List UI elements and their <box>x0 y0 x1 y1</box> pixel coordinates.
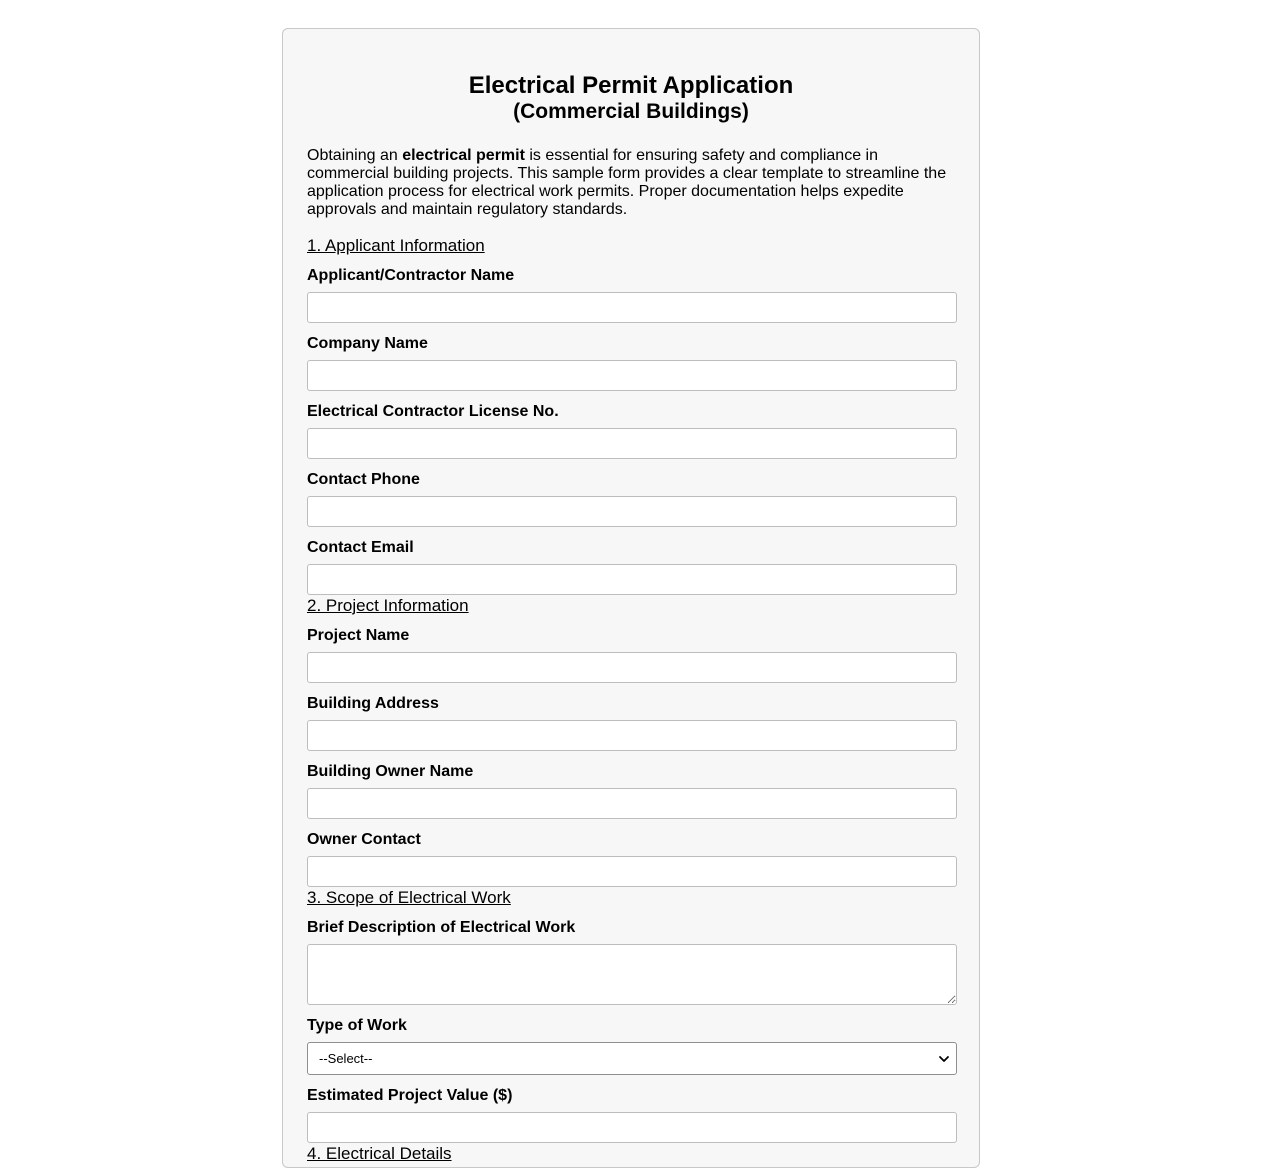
building-address-input[interactable] <box>307 720 957 751</box>
section-heading-project: 2. Project Information <box>307 596 469 615</box>
owner-contact-input[interactable] <box>307 856 957 887</box>
estimated-value-label: Estimated Project Value ($) <box>307 1087 513 1104</box>
project-name-label: Project Name <box>307 627 410 644</box>
chevron-down-icon <box>938 1053 950 1065</box>
form-subtitle: (Commercial Buildings) <box>513 100 749 123</box>
intro-paragraph <box>307 147 953 219</box>
project-name-input[interactable] <box>307 652 957 683</box>
type-of-work-select[interactable] <box>307 1042 957 1075</box>
section-heading-scope: 3. Scope of Electrical Work <box>307 888 511 907</box>
section-heading-electrical-details: 4. Electrical Details <box>307 1144 452 1163</box>
contact-phone-label: Contact Phone <box>307 471 420 488</box>
permit-form-card <box>282 28 980 1168</box>
work-description-textarea[interactable] <box>307 944 957 1005</box>
applicant-name-input[interactable] <box>307 292 957 323</box>
form-title: Electrical Permit Application <box>468 72 794 99</box>
owner-name-label: Building Owner Name <box>307 763 474 780</box>
building-address-label: Building Address <box>307 695 439 712</box>
license-no-input[interactable] <box>307 428 957 459</box>
section-heading-applicant: 1. Applicant Information <box>307 236 485 255</box>
contact-phone-input[interactable] <box>307 496 957 527</box>
type-of-work-selected-value: --Select-- <box>319 1051 373 1066</box>
estimated-value-input[interactable] <box>307 1112 957 1143</box>
owner-name-input[interactable] <box>307 788 957 819</box>
type-of-work-label: Type of Work <box>307 1017 407 1034</box>
applicant-name-label: Applicant/Contractor Name <box>307 267 515 284</box>
intro-bold-text: electrical permit <box>402 147 525 164</box>
company-name-input[interactable] <box>307 360 957 391</box>
company-name-label: Company Name <box>307 335 428 352</box>
intro-text-start: Obtaining an <box>307 147 403 164</box>
owner-contact-label: Owner Contact <box>307 831 421 848</box>
contact-email-input[interactable] <box>307 564 957 595</box>
intro-text-end: is essential for ensuring safety and compliance in commercial building projects. This sample form provides a clear template to streamline the application process for electrical work permits. Proper documentation helps expedite approvals and maintain regulatory standards. <box>307 147 947 218</box>
work-description-label: Brief Description of Electrical Work <box>307 919 576 936</box>
license-no-label: Electrical Contractor License No. <box>307 403 559 420</box>
contact-email-label: Contact Email <box>307 539 414 556</box>
